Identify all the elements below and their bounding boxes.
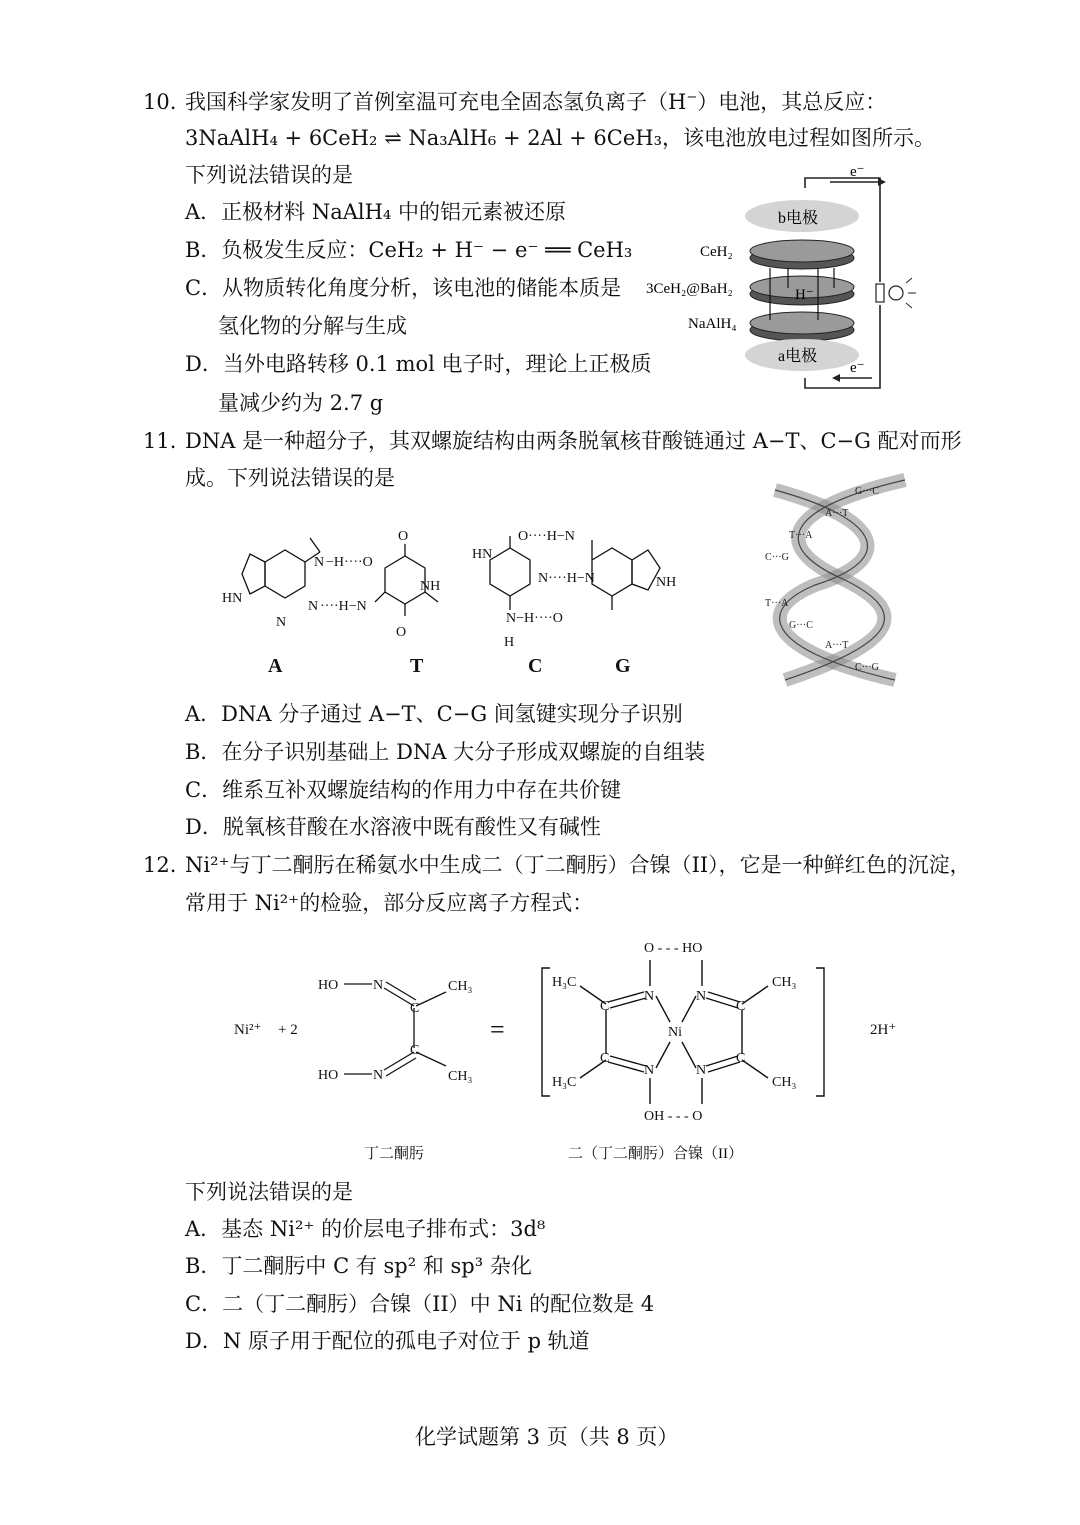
svg-text:OH - - - O: OH - - - O (644, 1109, 703, 1124)
q11-option-a[interactable]: A．DNA 分子通过 A−T、C−G 间氢键实现分子识别 (185, 702, 683, 726)
svg-text:C: C (736, 1051, 746, 1066)
dimethylglyoxime-structure (344, 982, 446, 1076)
svg-text:−H····O: −H····O (326, 555, 373, 570)
svg-text:CH₃: CH₃ (772, 1075, 797, 1090)
q12-prompt: 下列说法错误的是 (185, 1180, 353, 1204)
svg-text:N: N (308, 599, 319, 614)
helix-pair: A···T (825, 640, 849, 651)
helix-pair: C···G (855, 662, 879, 673)
svg-text:O: O (396, 625, 407, 640)
helix-pair: T···A (789, 530, 813, 541)
q11-stem-line1: DNA 是一种超分子，其双螺旋结构由两条脱氧核苷酸链通过 A−T、C−G 配对而形 (185, 429, 962, 453)
svg-text:CH₃: CH₃ (448, 1069, 473, 1084)
svg-text:HN: HN (222, 591, 243, 606)
electron-label-top: e⁻ (850, 164, 865, 180)
svg-text:C: C (736, 999, 746, 1014)
ceh2-layer (750, 240, 854, 262)
q10-option-a[interactable]: A．正极材料 NaAlH₄ 中的铝元素被还原 (185, 200, 567, 224)
svg-text:=: = (490, 1015, 505, 1044)
svg-text:HO: HO (318, 1068, 339, 1083)
ion-label: H⁻ (795, 287, 814, 303)
svg-text:HO: HO (318, 978, 339, 993)
q12-number: 12. (143, 853, 177, 877)
svg-text:N: N (373, 978, 384, 993)
helix-pair: A···T (825, 508, 849, 519)
helix-pair: C···G (765, 552, 789, 563)
dna-helix-illustration (755, 470, 915, 690)
q10-number: 10. (143, 90, 177, 114)
svg-text:H: H (504, 635, 515, 650)
svg-text:C: C (600, 1051, 610, 1066)
electron-arrow-top (878, 178, 886, 186)
product-hydrogen-ion: 2H⁺ (870, 1022, 897, 1038)
q12-option-b[interactable]: B．丁二酮肟中 C 有 sp² 和 sp³ 杂化 (185, 1254, 532, 1278)
q11-number: 11. (143, 429, 177, 453)
label-a: A (268, 655, 283, 677)
svg-text:CH₃: CH₃ (772, 975, 797, 990)
q10-option-d-cont: 量减少约为 2.7 g (218, 391, 384, 415)
svg-text:O····H−N: O····H−N (518, 529, 575, 544)
svg-text:HN: HN (472, 547, 493, 562)
svg-text:N: N (696, 989, 707, 1004)
q10-option-c[interactable]: C．从物质转化角度分析，该电池的储能本质是 (185, 276, 622, 300)
q12-stem-line1: Ni²⁺与丁二酮肟在稀氨水中生成二（丁二酮肟）合镍（II），它是一种鲜红色的沉淀， (185, 853, 971, 877)
label-c: C (528, 655, 543, 677)
complex-name: 二（丁二酮肟）合镍（II） (568, 1146, 743, 1162)
svg-text:N: N (373, 1068, 384, 1083)
svg-text:NaAlH₄: NaAlH₄ (688, 316, 737, 332)
svg-text:N: N (276, 615, 287, 630)
q11-option-d[interactable]: D．脱氧核苷酸在水溶液中既有酸性又有碱性 (185, 815, 601, 839)
svg-text:N: N (644, 1063, 655, 1078)
naalh4-layer (750, 312, 854, 334)
helix-pair: G···C (855, 486, 879, 497)
q11-option-b[interactable]: B．在分子识别基础上 DNA 大分子形成双螺旋的自组装 (185, 740, 706, 764)
q11-option-c[interactable]: C．维系互补双螺旋结构的作用力中存在共价键 (185, 778, 622, 802)
q12-option-c[interactable]: C．二（丁二酮肟）合镍（II）中 Ni 的配位数是 4 (185, 1292, 655, 1316)
bulb-icon (876, 278, 916, 308)
svg-text:3CeH₂@BaH₂: 3CeH₂@BaH₂ (646, 281, 733, 297)
svg-text:H₃C: H₃C (552, 1075, 577, 1090)
base-pair-structures (220, 510, 700, 680)
page-footer: 化学试题第 3 页（共 8 页） (415, 1425, 679, 1449)
svg-text:NH: NH (656, 575, 677, 590)
q10-equation: 3NaAlH₄ + 6CeH₂ ⇌ Na₃AlH₆ + 2Al + 6CeH₃，该电池放电过程如图所示。 (185, 126, 936, 150)
svg-text:O - - - HO: O - - - HO (644, 941, 703, 956)
q12-option-a[interactable]: A．基态 Ni²⁺ 的价层电子排布式：3d⁸ (185, 1217, 546, 1241)
label-g: G (615, 655, 631, 677)
q12-stem-line2: 常用于 Ni²⁺的检验，部分反应离子方程式： (185, 891, 594, 915)
q10-option-c-cont: 氢化物的分解与生成 (218, 314, 407, 338)
reactant-coefficient: + 2 (278, 1022, 298, 1038)
svg-text:N: N (644, 989, 655, 1004)
q10-option-b[interactable]: B．负极发生反应：CeH₂ + H⁻ − e⁻ ══ CeH₃ (185, 238, 633, 262)
electron-arrow-bottom (832, 374, 840, 382)
q10-option-d[interactable]: D．当外电路转移 0.1 mol 电子时，理论上正极质 (185, 352, 652, 376)
reactant-ni-ion: Ni²⁺ (234, 1022, 262, 1038)
battery-diagram (640, 160, 930, 400)
svg-text:N: N (696, 1063, 707, 1078)
helix-pair: T···A (765, 598, 789, 609)
svg-text:CH₃: CH₃ (448, 979, 473, 994)
q10-prompt: 下列说法错误的是 (185, 163, 353, 187)
svg-text:H₃C: H₃C (552, 975, 577, 990)
electron-label-bottom: e⁻ (850, 360, 865, 376)
svg-text:Ni: Ni (668, 1025, 682, 1040)
svg-text:N: N (314, 555, 325, 570)
q11-stem-line2: 成。下列说法错误的是 (185, 466, 395, 490)
label-t: T (410, 655, 424, 677)
svg-text:NH: NH (420, 579, 441, 594)
svg-text:····H−N: ····H−N (320, 599, 367, 614)
svg-text:C: C (410, 1001, 420, 1016)
helix-pair: G···C (789, 620, 813, 631)
svg-text:C: C (410, 1043, 420, 1058)
q10-stem-line1: 我国科学家发明了首例室温可充电全固态氢负离子（H−）电池，其总反应： (185, 90, 887, 114)
svg-text:CeH₂: CeH₂ (700, 244, 733, 260)
q12-option-d[interactable]: D．N 原子用于配位的孤电子对位于 p 轨道 (185, 1329, 590, 1353)
svg-text:O: O (398, 529, 409, 544)
svg-text:N····H−N: N····H−N (538, 571, 595, 586)
svg-text:C: C (600, 999, 610, 1014)
svg-text:N−H····O: N−H····O (506, 611, 563, 626)
svg-text:a电极: a电极 (778, 348, 818, 365)
reaction-scheme (220, 930, 940, 1170)
dimethylglyoxime-name: 丁二酮肟 (364, 1146, 425, 1162)
svg-text:b电极: b电极 (778, 210, 819, 227)
